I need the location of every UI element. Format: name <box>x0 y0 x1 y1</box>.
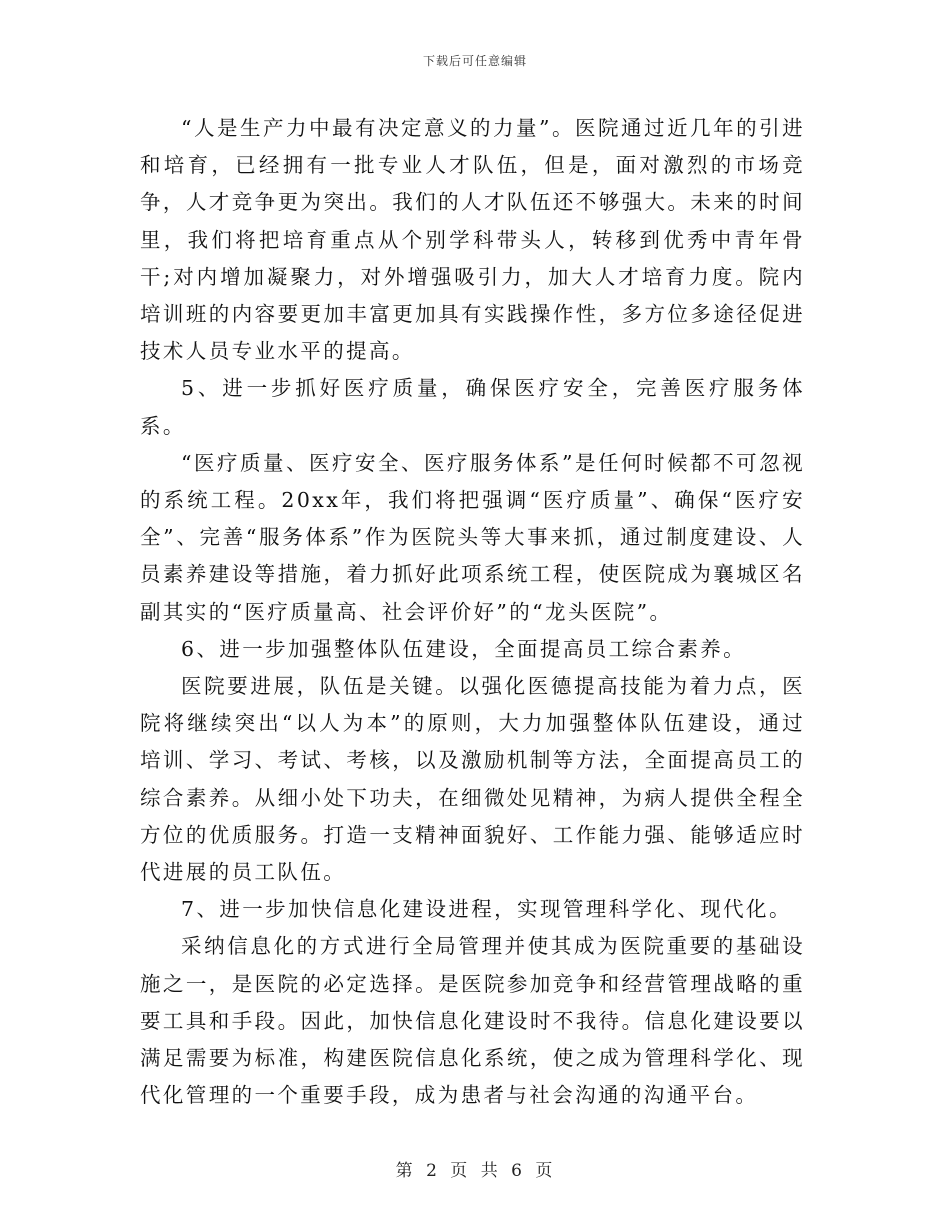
paragraph-quality: “医疗质量、医疗安全、医疗服务体系”是任何时候都不可忽视的系统工程。20xx年，我们将把强调“医疗质量”、确保“医疗安全”、完善“服务体系”作为医院头等大事来抓，通过制度建设、人员素养建设等措施，着力抓好此项系统工程，使医院成为襄城区名副其实的“医疗质量高、社会评价好”的“龙头医院”。 <box>140 450 805 624</box>
heading-item-6: 6、进一步加强整体队伍建设，全面提高员工综合素养。 <box>181 636 747 661</box>
body-text <box>140 110 805 1114</box>
paragraph-team: 医院要进展，队伍是关键。以强化医德提高技能为着力点，医院将继续突出“以人为本”的原则，大力加强整体队伍建设，通过培训、学习、考试、考核，以及激励机制等方法，全面提高员工的综合素养。从细小处下功夫，在细微处见精神，为病人提供全程全方位的优质服务。打造一支精神面貌好、工作能力强、能够适应时代进展的员工队伍。 <box>140 674 805 885</box>
paragraph-talent: “人是生产力中最有决定意义的力量”。医院通过近几年的引进和培育，已经拥有一批专业人才队伍，但是，面对激烈的市场竞争，人才竞争更为突出。我们的人才队伍还不够强大。未来的时间里，我们将把培育重点从个别学科带头人，转移到优秀中青年骨干;对内增加凝聚力，对外增强吸引力，加大人才培育力度。院内培训班的内容要更加丰富更加具有实践操作性，多方位多途径促进技术人员专业水平的提高。 <box>140 116 805 364</box>
heading-item-5: 5、进一步抓好医疗质量，确保医疗安全，完善医疗服务体系。 <box>140 376 805 438</box>
paragraph-informatization: 采纳信息化的方式进行全局管理并使其成为医院重要的基础设施之一，是医院的必定选择。是医院参加竞争和经营管理战略的重要工具和手段。因此，加快信息化建设时不我待。信息化建设要以满足需要为标准，构建医院信息化系统，使之成为管理科学化、现代化管理的一个重要手段，成为患者与社会沟通的沟通平台。 <box>140 934 805 1108</box>
header-note: 下载后可任意编辑 <box>422 54 527 68</box>
heading-item-7: 7、进一步加快信息化建设进程，实现管理科学化、现代化。 <box>181 897 792 922</box>
page-number: 第 2 页 共 6 页 <box>395 1161 555 1181</box>
